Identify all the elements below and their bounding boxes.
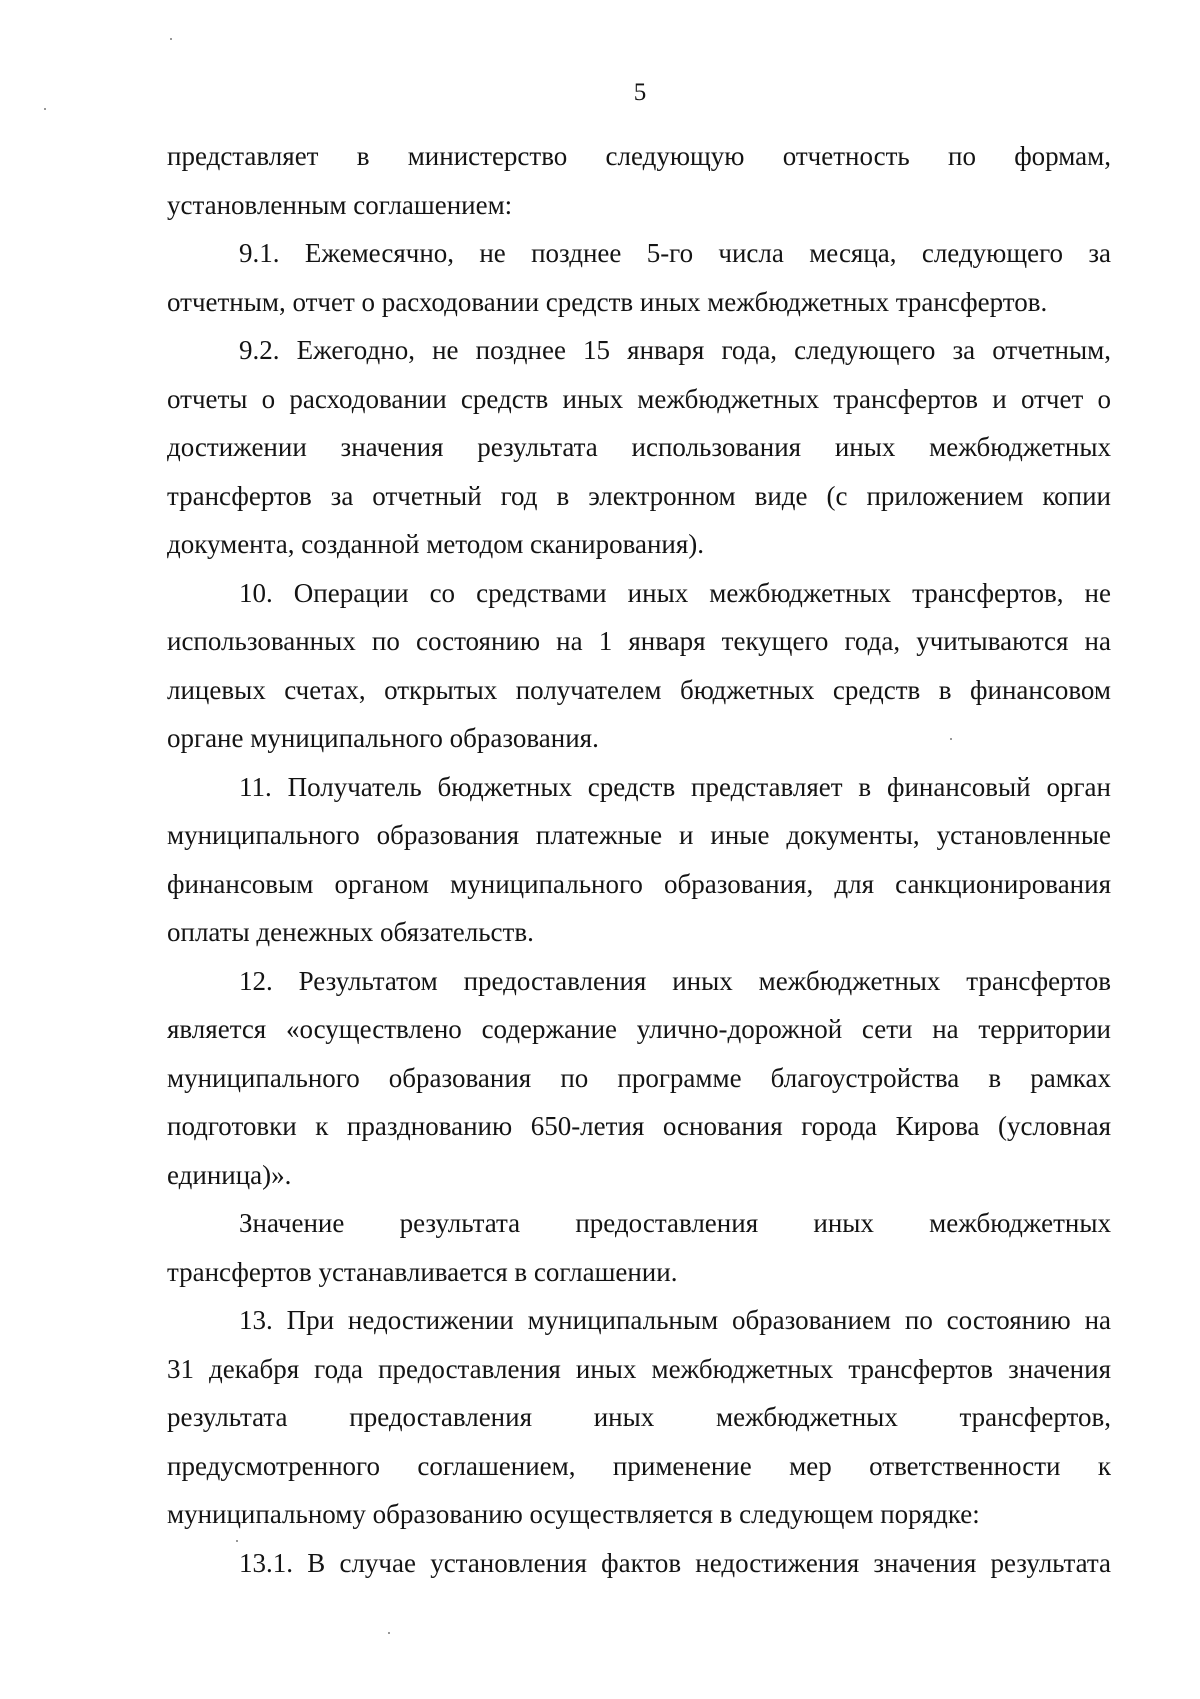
text-line: оплаты денежных обязательств.: [167, 917, 534, 947]
text-line: предусмотренного соглашением, применение мер ответственности к: [167, 1450, 1111, 1481]
text-line: единица)».: [167, 1159, 292, 1190]
text-line: результата предоставления иных межбюджетных трансфертов,: [167, 1402, 1111, 1432]
text-line: 9.1. Ежемесячно, не позднее 5-го числа месяца, следующего за: [239, 238, 1111, 268]
text-line: отчетным, отчет о расходовании средств иных межбюджетных трансфертов.: [167, 286, 1048, 317]
text-line: установленным соглашением:: [167, 189, 513, 220]
scan-speck: [236, 1540, 238, 1542]
text-line: муниципальному образованию осуществляется в следующем порядке:: [167, 1499, 980, 1529]
text-line: подготовки к празднованию 650-летия основания города Кирова (условная: [167, 1111, 1111, 1141]
text-line: Значение результата предоставления иных межбюджетных: [239, 1208, 1111, 1238]
text-line: представляет в министерство следующую отчетность по формам,: [167, 141, 1111, 171]
text-line: 9.2. Ежегодно, не позднее 15 января года, следующего за отчетным,: [239, 335, 1111, 365]
text-line: трансфертов за отчетный год в электронном виде (с приложением копии: [167, 480, 1111, 511]
text-line: муниципального образования по программе благоустройства в рамках: [167, 1062, 1111, 1093]
page-number: 5: [633, 79, 647, 106]
text-line: трансфертов устанавливается в соглашении.: [167, 1256, 678, 1287]
text-line: муниципального образования платежные и иные документы, установленные: [167, 820, 1111, 850]
document-body: [167, 132, 1111, 1587]
scan-speck: [44, 108, 46, 110]
scan-speck: [950, 738, 952, 740]
text-line: 13.1. В случае установления фактов недостижения значения результата: [239, 1547, 1111, 1578]
text-line: является «осуществлено содержание улично-дорожной сети на территории: [167, 1014, 1111, 1044]
text-line: финансовым органом муниципального образования, для санкционирования: [167, 868, 1111, 899]
text-line: использованных по состоянию на 1 января текущего года, учитываются на: [167, 626, 1111, 656]
text-line: достижении значения результата использования иных межбюджетных: [167, 432, 1111, 462]
scan-speck: [170, 38, 172, 40]
text-line: 11. Получатель бюджетных средств представляет в финансовый орган: [239, 771, 1111, 802]
text-line: 13. При недостижении муниципальным образованием по состоянию на: [239, 1305, 1111, 1335]
text-line: 10. Операции со средствами иных межбюджетных трансфертов, не: [239, 577, 1111, 608]
text-line: 31 декабря года предоставления иных межбюджетных трансфертов значения: [167, 1353, 1111, 1384]
text-line: лицевых счетах, открытых получателем бюджетных средств в финансовом: [167, 674, 1111, 705]
text-line: 12. Результатом предоставления иных межбюджетных трансфертов: [239, 965, 1111, 996]
scan-speck: [388, 1632, 390, 1634]
text-line: документа, созданной методом сканирования).: [167, 529, 705, 559]
text-line: органе муниципального образования.: [167, 723, 599, 753]
text-line: отчеты о расходовании средств иных межбюджетных трансфертов и отчет о: [167, 383, 1111, 414]
